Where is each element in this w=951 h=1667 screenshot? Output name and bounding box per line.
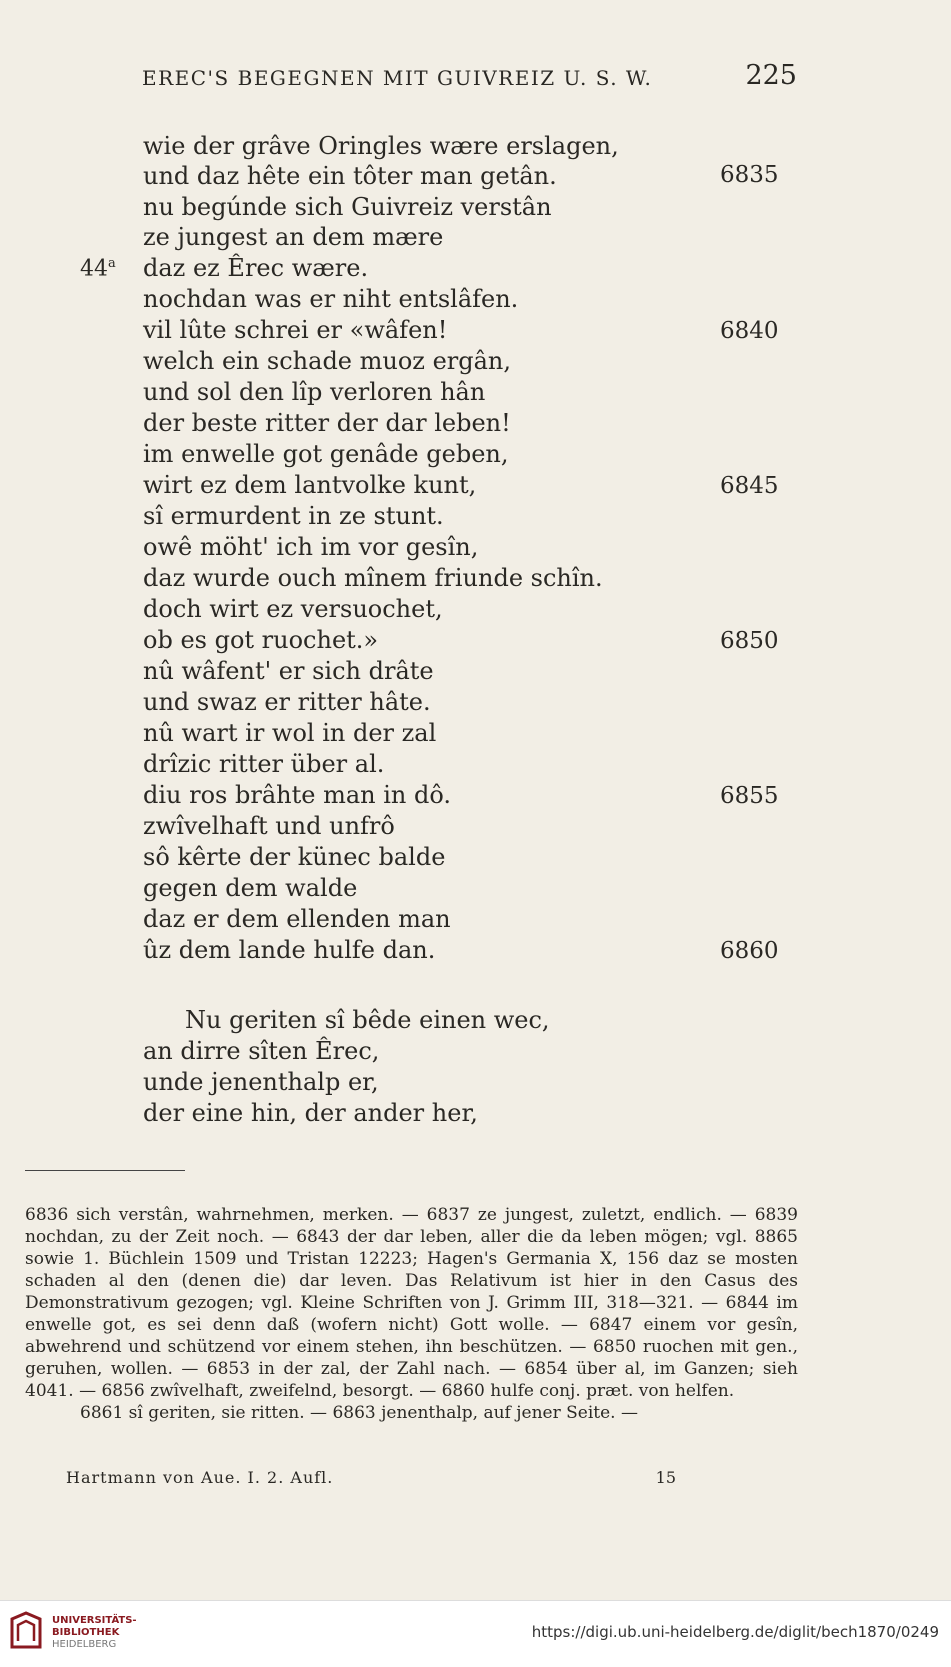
footnote-paragraph: 6836 sich verstân, wahrnehmen, merken. — 6837 ze jungest, zuletzt, endlich. — 6839 nochdan, zu der Zeit noch. — 6843 der dar leben, aller die da leben mögen; vgl. 8865 sowie 1. Büchlein 1509 und Tristan 12223; Hagen's Germania X, 156 daz se mosten schaden al den (denen die) dar leven. Das Relativum ist hier in den Casus des Demonstrativum gezogen; vgl. Kleine Schriften von J. Grimm III, 318—321. — 6844 im enwelle got, es sei denn daß (wofern nicht) Gott wolle. — 6847 einem vor gesîn, abwehrend und schützend vor einem stehen, ihn beschützen. — 6850 ruochen mit gen., geruhen, wollen. — 6853 in der zal, der Zahl nach. — 6854 über al, im Ganzen; sieh 4041. — 6856 zwîvelhaft, zweifelnd, besorgt. — 6860 hulfe conj. præt. von helfen. <box>25 1205 798 1401</box>
verse-line: doch wirt ez versuochet, <box>143 595 443 623</box>
footer-imprint: Hartmann von Aue. I. 2. Aufl. <box>66 1468 334 1487</box>
footnote-rule <box>25 1170 185 1171</box>
verse-line: sî ermurdent in ze stunt. <box>143 502 444 530</box>
line-number: 6850 <box>720 628 779 654</box>
line-number: 6855 <box>720 783 779 809</box>
verse-line: daz wurde ouch mînem friunde schîn. <box>143 564 603 592</box>
verse-line: drîzic ritter über al. <box>143 750 385 778</box>
running-title: EREC'S BEGEGNEN MIT GUIVREIZ U. S. W. <box>142 66 653 90</box>
verse-line: nu begúnde sich Guivreiz verstân <box>143 193 552 221</box>
viewer-bar <box>0 1600 951 1667</box>
verse-line: owê möht' ich im vor gesîn, <box>143 533 479 561</box>
library-line: BIBLIOTHEK <box>52 1627 120 1638</box>
library-line: HEIDELBERG <box>52 1639 117 1650</box>
footnote-paragraph: 6861 sî geriten, sie ritten. — 6863 jenenthalp, auf jener Seite. — <box>80 1403 638 1423</box>
verse-line: daz ez Êrec wære. <box>143 254 369 282</box>
verse-line: im enwelle got genâde geben, <box>143 440 509 468</box>
library-line: UNIVERSITÄTS- <box>52 1615 137 1626</box>
verse-line: vil lûte schrei er «wâfen! <box>143 316 448 344</box>
verse-line: nû wart ir wol in der zal <box>143 719 437 747</box>
verse-line: der eine hin, der ander her, <box>143 1099 478 1127</box>
signature-mark: 15 <box>655 1468 676 1487</box>
folio-number: 44 <box>80 256 108 282</box>
line-number: 6835 <box>720 162 779 188</box>
footnotes <box>25 1204 798 1424</box>
verse-line: an dirre sîten Êrec, <box>143 1037 380 1065</box>
page-footer <box>66 1468 676 1487</box>
verse-line: sô kêrte der künec balde <box>143 843 446 871</box>
library-name <box>52 1615 137 1651</box>
running-header <box>142 60 797 91</box>
verse-line: und swaz er ritter hâte. <box>143 688 431 716</box>
verse-line: ob es got ruochet.» <box>143 626 379 654</box>
line-number: 6840 <box>720 318 779 344</box>
page-number: 225 <box>745 60 797 91</box>
verse-line: unde jenenthalp er, <box>143 1068 379 1096</box>
verse-line: Nu geriten sî bêde einen wec, <box>185 1006 550 1034</box>
folio-sup: a <box>108 256 116 271</box>
verse-line: gegen dem walde <box>143 874 358 902</box>
verse-line: und sol den lîp verloren hân <box>143 378 486 406</box>
library-logo-icon <box>8 1611 44 1651</box>
folio-mark <box>80 256 116 281</box>
verse-line: ze jungest an dem mære <box>143 223 444 251</box>
verse-line: diu ros brâhte man in dô. <box>143 781 452 809</box>
line-number: 6845 <box>720 473 779 499</box>
verse-line: zwîvelhaft und unfrô <box>143 812 395 840</box>
verse-line: der beste ritter der dar leben! <box>143 409 511 437</box>
verse-line: wie der grâve Oringles wære erslagen, <box>143 132 619 160</box>
verse-line: daz er dem ellenden man <box>143 905 451 933</box>
verse-line: nû wâfent' er sich drâte <box>143 657 434 685</box>
verse-line: welch ein schade muoz ergân, <box>143 347 512 375</box>
verse-line: ûz dem lande hulfe dan. <box>143 936 436 964</box>
verse-line: und daz hête ein tôter man getân. <box>143 162 557 190</box>
line-number: 6860 <box>720 938 779 964</box>
verse-line: nochdan was er niht entslâfen. <box>143 285 519 313</box>
verse-line: wirt ez dem lantvolke kunt, <box>143 471 477 499</box>
permalink[interactable]: https://digi.ub.uni-heidelberg.de/diglit/bech1870/0249 <box>531 1623 939 1641</box>
